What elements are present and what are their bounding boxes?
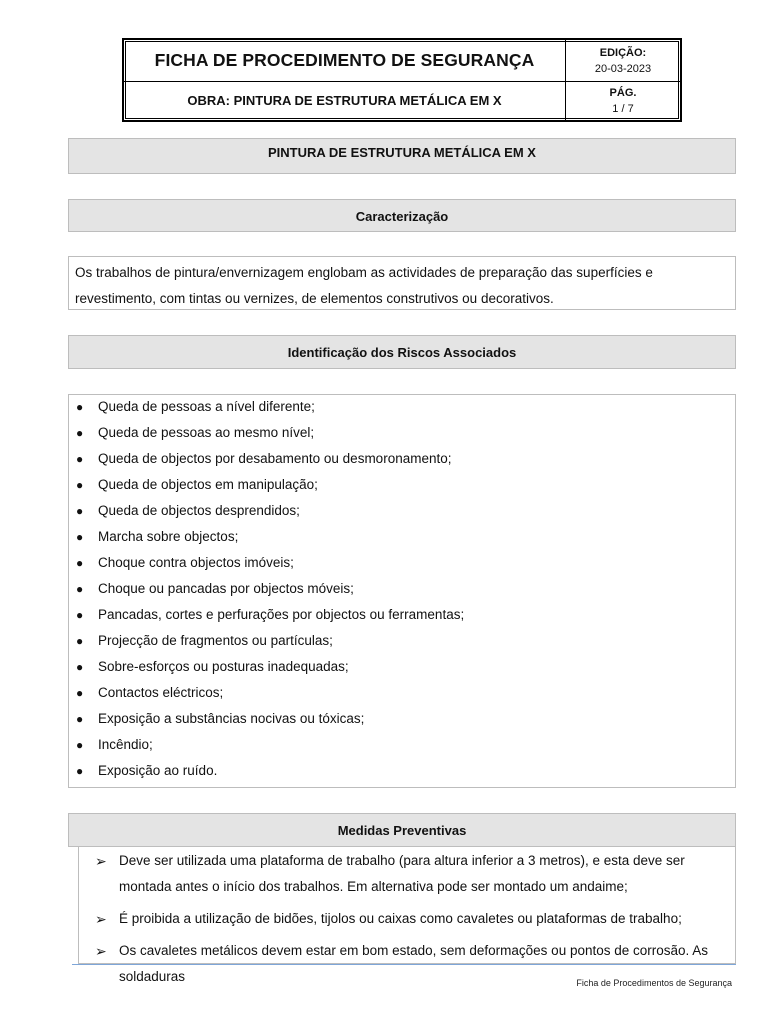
medida-item xyxy=(79,906,735,932)
medida-item-text: Os cavaletes metálicos devem estar em bom estado, sem deformações ou pontos de corrosão. As soldaduras xyxy=(119,943,709,984)
footer-text: Ficha de Procedimentos de Segurança xyxy=(576,978,732,988)
risk-item-text: Queda de objectos em manipulação; xyxy=(98,477,318,492)
bullet-icon: ● xyxy=(76,556,84,570)
arrow-bullet-icon: ➢ xyxy=(95,943,107,959)
risk-list xyxy=(69,395,735,785)
risk-item xyxy=(69,447,735,473)
edition-date: 20-03-2023 xyxy=(594,62,652,75)
risk-item xyxy=(69,603,735,629)
obra-title: OBRA: PINTURA DE ESTRUTURA METÁLICA EM X xyxy=(124,81,566,120)
risk-item xyxy=(69,473,735,499)
risk-item-text: Marcha sobre objectos; xyxy=(98,529,239,544)
risk-item-text: Contactos eléctricos; xyxy=(98,685,224,700)
bullet-icon: ● xyxy=(76,660,84,674)
risk-item xyxy=(69,395,735,421)
riscos-box xyxy=(68,394,736,788)
bullet-icon: ● xyxy=(76,764,84,778)
medida-item xyxy=(79,848,735,900)
medidas-list xyxy=(79,848,735,990)
caracterizacao-heading: Caracterização xyxy=(355,209,449,224)
risk-item-text: Choque ou pancadas por objectos móveis; xyxy=(98,581,354,596)
risk-item xyxy=(69,655,735,681)
risk-item-text: Incêndio; xyxy=(98,737,153,752)
edition-label: EDIÇÃO: xyxy=(599,46,647,59)
risk-item-text: Exposição a substâncias nocivas ou tóxicas; xyxy=(98,711,365,726)
caracterizacao-box xyxy=(68,256,736,310)
medida-item-text: Deve ser utilizada uma plataforma de trabalho (para altura inferior a 3 metros), e esta deve ser montada antes o início dos trabalhos. Em alternativa pode ser montado um andaime; xyxy=(119,853,685,894)
risk-item xyxy=(69,629,735,655)
page-number: 1 / 7 xyxy=(612,102,634,115)
bullet-icon: ● xyxy=(76,712,84,726)
bullet-icon: ● xyxy=(76,608,84,622)
risk-item-text: Exposição ao ruído. xyxy=(98,763,218,778)
footer-divider xyxy=(72,964,736,965)
risk-item-text: Pancadas, cortes e perfurações por objectos ou ferramentas; xyxy=(98,607,465,622)
arrow-bullet-icon: ➢ xyxy=(95,911,107,927)
risk-item xyxy=(69,421,735,447)
bullet-icon: ● xyxy=(76,582,84,596)
risk-item xyxy=(69,551,735,577)
bullet-icon: ● xyxy=(76,738,84,752)
risk-item xyxy=(69,499,735,525)
riscos-heading: Identificação dos Riscos Associados xyxy=(287,345,517,360)
risk-item xyxy=(69,681,735,707)
bullet-icon: ● xyxy=(76,426,84,440)
risk-item xyxy=(69,525,735,551)
bullet-icon: ● xyxy=(76,452,84,466)
risk-item-text: Choque contra objectos imóveis; xyxy=(98,555,294,570)
caracterizacao-band xyxy=(68,199,736,232)
risk-item-text: Projecção de fragmentos ou partículas; xyxy=(98,633,333,648)
arrow-bullet-icon: ➢ xyxy=(95,853,107,869)
risk-item xyxy=(69,707,735,733)
medida-item-text: É proibida a utilização de bidões, tijolos ou caixas como cavaletes ou plataformas de trabalho; xyxy=(119,911,682,926)
section-title: PINTURA DE ESTRUTURA METÁLICA EM X xyxy=(268,145,536,160)
bullet-icon: ● xyxy=(76,478,84,492)
header-table xyxy=(122,38,682,122)
page-label: PÁG. xyxy=(609,86,637,99)
page-cell xyxy=(566,81,680,120)
medidas-heading: Medidas Preventivas xyxy=(337,823,467,838)
bullet-icon: ● xyxy=(76,686,84,700)
document-title: FICHA DE PROCEDIMENTO DE SEGURANÇA xyxy=(124,40,566,82)
riscos-band xyxy=(68,335,736,369)
risk-item-text: Queda de pessoas a nível diferente; xyxy=(98,399,315,414)
bullet-icon: ● xyxy=(76,504,84,518)
risk-item xyxy=(69,577,735,603)
risk-item-text: Sobre-esforços ou posturas inadequadas; xyxy=(98,659,349,674)
risk-item xyxy=(69,733,735,759)
section-title-band xyxy=(68,138,736,174)
bullet-icon: ● xyxy=(76,400,84,414)
risk-item-text: Queda de objectos desprendidos; xyxy=(98,503,300,518)
risk-item-text: Queda de objectos por desabamento ou desmoronamento; xyxy=(98,451,452,466)
bullet-icon: ● xyxy=(76,530,84,544)
risk-item-text: Queda de pessoas ao mesmo nível; xyxy=(98,425,315,440)
risk-item xyxy=(69,759,735,785)
medidas-band xyxy=(68,813,736,847)
bullet-icon: ● xyxy=(76,634,84,648)
caracterizacao-text: Os trabalhos de pintura/envernizagem englobam as actividades de preparação das superfícies e revestimento, com tintas ou vernizes, de elementos construtivos ou decorativos. xyxy=(75,265,653,306)
edition-cell xyxy=(566,40,680,82)
